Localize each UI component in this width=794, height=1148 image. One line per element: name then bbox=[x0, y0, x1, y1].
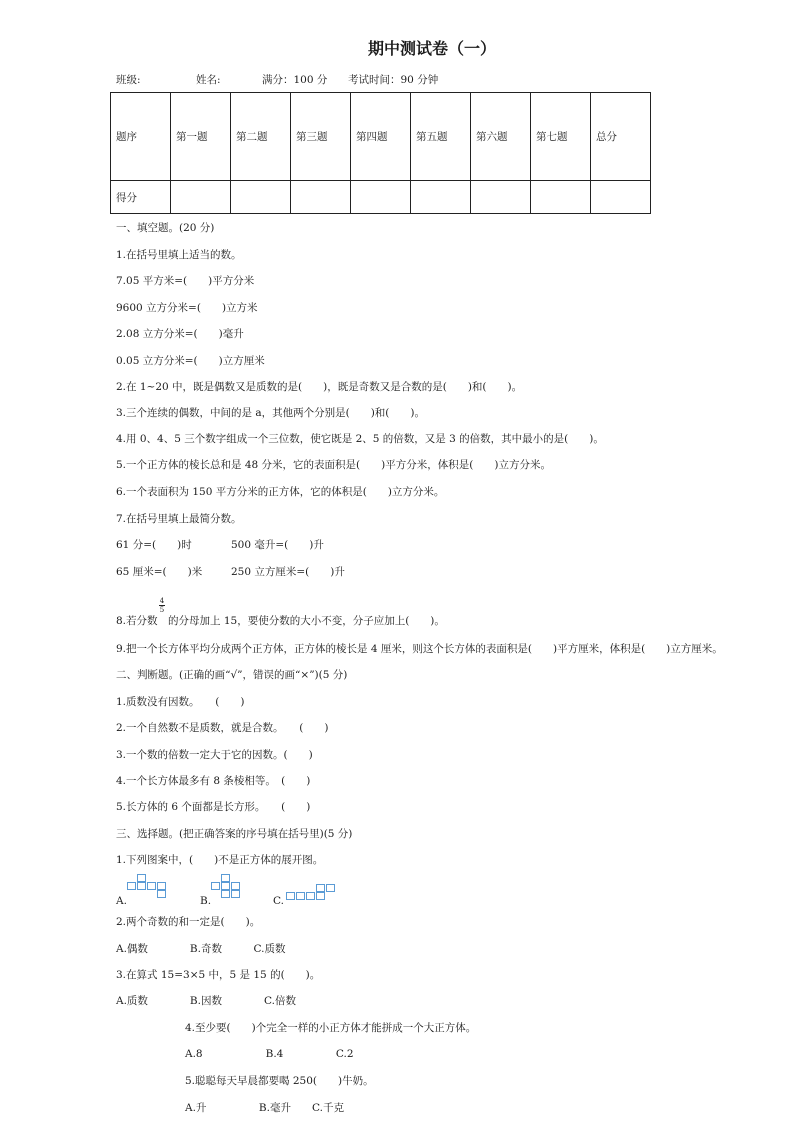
header-cell: 第一题 bbox=[171, 93, 231, 181]
options-line: A.质数 B.因数 C.倍数 bbox=[116, 995, 296, 1007]
score-cell[interactable] bbox=[591, 181, 651, 214]
question-line: 4.一个长方体最多有 8 条棱相等。 ( ) bbox=[116, 775, 311, 787]
option-b-label: B. bbox=[200, 895, 212, 907]
header-cell: 第四题 bbox=[351, 93, 411, 181]
question-line: 3.一个数的倍数一定大于它的因数。( ) bbox=[116, 749, 313, 761]
fraction-denominator: 5 bbox=[159, 606, 165, 614]
question-line: 2.一个自然数不是质数，就是合数。 ( ) bbox=[116, 722, 329, 734]
question-line: 1.质数没有因数。 ( ) bbox=[116, 696, 245, 708]
header-cell: 第二题 bbox=[231, 93, 291, 181]
option-a-label: A. bbox=[116, 895, 127, 907]
score-cell[interactable] bbox=[291, 181, 351, 214]
question-line: 0.05 立方分米=( )立方厘米 bbox=[116, 355, 265, 367]
options-line: A.偶数 B.奇数 C.质数 bbox=[116, 943, 286, 955]
exam-info bbox=[116, 72, 438, 87]
name-label: 姓名: bbox=[196, 74, 221, 86]
question-line: 2.在 1~20 中，既是偶数又是质数的是( )，既是奇数又是合数的是( )和( )。 bbox=[116, 381, 523, 393]
score-table-score-row bbox=[111, 181, 651, 214]
header-cell: 题序 bbox=[111, 93, 171, 181]
question-line: 4.用 0、4、5 三个数字组成一个三位数，使它既是 2、5 的倍数，又是 3 的倍数，其中最小的是( )。 bbox=[116, 433, 604, 445]
question-line: 9.把一个长方体平均分成两个正方体，正方体的棱长是 4 厘米，则这个长方体的表面积是( )平方厘米，体积是( )立方厘米。 bbox=[116, 643, 723, 655]
header-cell: 总分 bbox=[591, 93, 651, 181]
question-line: 8.若分数 的分母加上 15，要使分数的大小不变，分子应加上( )。 bbox=[116, 615, 445, 627]
options-line: A.8 B.4 C.2 bbox=[185, 1048, 354, 1060]
section-2-heading: 二、判断题。(正确的画“√”，错误的画“×”)(5 分) bbox=[116, 669, 348, 681]
score-cell[interactable] bbox=[471, 181, 531, 214]
score-cell[interactable] bbox=[351, 181, 411, 214]
section-3-heading: 三、选择题。(把正确答案的序号填在括号里)(5 分) bbox=[116, 828, 353, 840]
question-line: 3.三个连续的偶数，中间的是 a，其他两个分别是( )和( )。 bbox=[116, 407, 426, 419]
class-label: 班级: bbox=[116, 74, 141, 86]
question-line: 2.两个奇数的和一定是( )。 bbox=[116, 916, 261, 928]
section-1-heading: 一、填空题。(20 分) bbox=[116, 222, 215, 234]
q7-item-a: 61 分=( )时 bbox=[116, 539, 192, 551]
score-cell[interactable] bbox=[411, 181, 471, 214]
header-cell: 第七题 bbox=[531, 93, 591, 181]
score-cell[interactable] bbox=[531, 181, 591, 214]
row-label: 得分 bbox=[111, 181, 171, 214]
exam-time: 考试时间：90 分钟 bbox=[348, 74, 439, 86]
question-line: 5.聪聪每天早晨都要喝 250( )牛奶。 bbox=[185, 1075, 374, 1087]
header-cell: 第三题 bbox=[291, 93, 351, 181]
question-line: 7.05 平方米=( )平方分米 bbox=[116, 275, 255, 287]
score-table bbox=[110, 92, 651, 214]
question-line: 7.在括号里填上最简分数。 bbox=[116, 513, 242, 525]
question-line: 6.一个表面积为 150 平方分米的正方体，它的体积是( )立方分米。 bbox=[116, 486, 445, 498]
question-line: 1.下列图案中，( )不是正方体的展开图。 bbox=[116, 854, 324, 866]
score-cell[interactable] bbox=[231, 181, 291, 214]
question-line: 4.至少要( )个完全一样的小正方体才能拼成一个大正方体。 bbox=[185, 1022, 477, 1034]
q7-item-b: 500 毫升=( )升 bbox=[231, 539, 324, 551]
score-table-header-row bbox=[111, 93, 651, 181]
full-score: 满分：100 分 bbox=[262, 74, 328, 86]
options-line: A.升 B.毫升 C.千克 bbox=[185, 1102, 344, 1114]
fraction-numerator: 4 bbox=[159, 597, 165, 605]
question-line: 5.长方体的 6 个面都是长方形。 ( ) bbox=[116, 801, 311, 813]
option-c-label: C. bbox=[273, 895, 284, 907]
question-line: 2.08 立方分米=( )毫升 bbox=[116, 328, 244, 340]
question-line: 3.在算式 15=3×5 中，5 是 15 的( )。 bbox=[116, 969, 321, 981]
question-line: 5.一个正方体的棱长总和是 48 分米，它的表面积是( )平方分米，体积是( )立方分米。 bbox=[116, 459, 551, 471]
fraction-four-fifths bbox=[159, 597, 165, 614]
q7-item-c: 65 厘米=( )米 bbox=[116, 566, 203, 578]
header-cell: 第六题 bbox=[471, 93, 531, 181]
score-cell[interactable] bbox=[171, 181, 231, 214]
question-line: 1.在括号里填上适当的数。 bbox=[116, 249, 242, 261]
question-line: 9600 立方分米=( )立方米 bbox=[116, 302, 258, 314]
page-title: 期中测试卷（一） bbox=[367, 39, 496, 58]
header-cell: 第五题 bbox=[411, 93, 471, 181]
q7-item-d: 250 立方厘米=( )升 bbox=[231, 566, 345, 578]
